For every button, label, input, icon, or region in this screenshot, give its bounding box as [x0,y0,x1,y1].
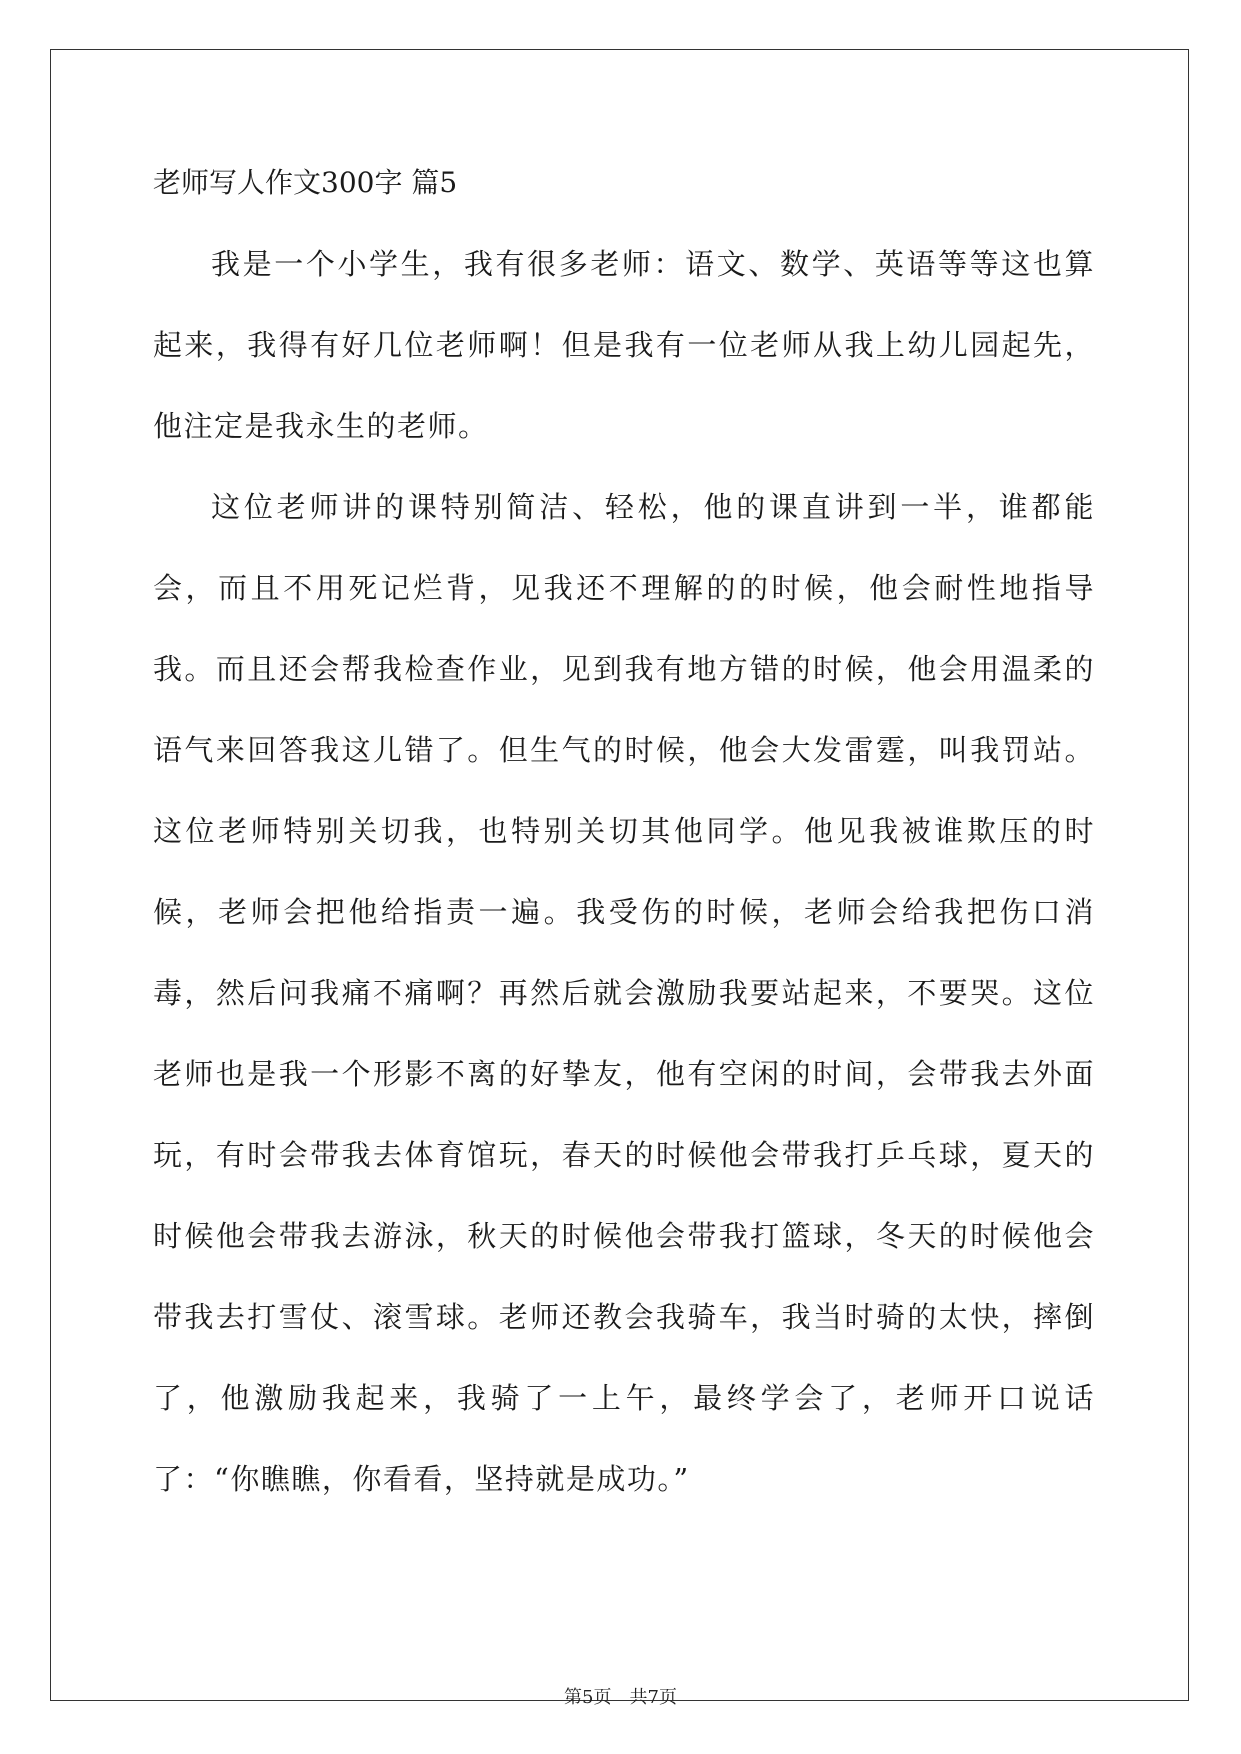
paragraph-1: 我是一个小学生，我有很多老师：语文、数学、英语等等这也算起来，我得有好几位老师啊！但是我有一位老师从我上幼儿园起先，他注定是我永生的老师。 [153,247,1095,443]
document-body [153,165,1095,1520]
page-number-footer: 第5页 共7页 [564,1687,677,1708]
document-title: 老师写人作文300字 篇5 [153,166,458,199]
paragraph-2: 这位老师讲的课特别简洁、轻松，他的课直讲到一半，谁都能会，而且不用死记烂背，见我还不理解的的时候，他会耐性地指导我。而且还会帮我检查作业，见到我有地方错的时候，他会用温柔的语气来回答我这儿错了。但生气的时候，他会大发雷霆，叫我罚站。这位老师特别关切我，也特别关切其他同学。他见我被谁欺压的时候，老师会把他给指责一遍。我受伤的时候，老师会给我把伤口消毒，然后问我痛不痛啊？再然后就会激励我要站起来，不要哭。这位老师也是我一个形影不离的好挚友，他有空闲的时间，会带我去外面玩，有时会带我去体育馆玩，春天的时候他会带我打乒乓球，夏天的时候他会带我去游泳，秋天的时候他会带我打篮球，冬天的时候他会带我去打雪仗、滚雪球。老师还教会我骑车，我当时骑的太快，摔倒了，他激励我起来，我骑了一上午，最终学会了，老师开口说话了：“你瞧瞧，你看看，坚持就是成功。” [153,490,1095,1496]
